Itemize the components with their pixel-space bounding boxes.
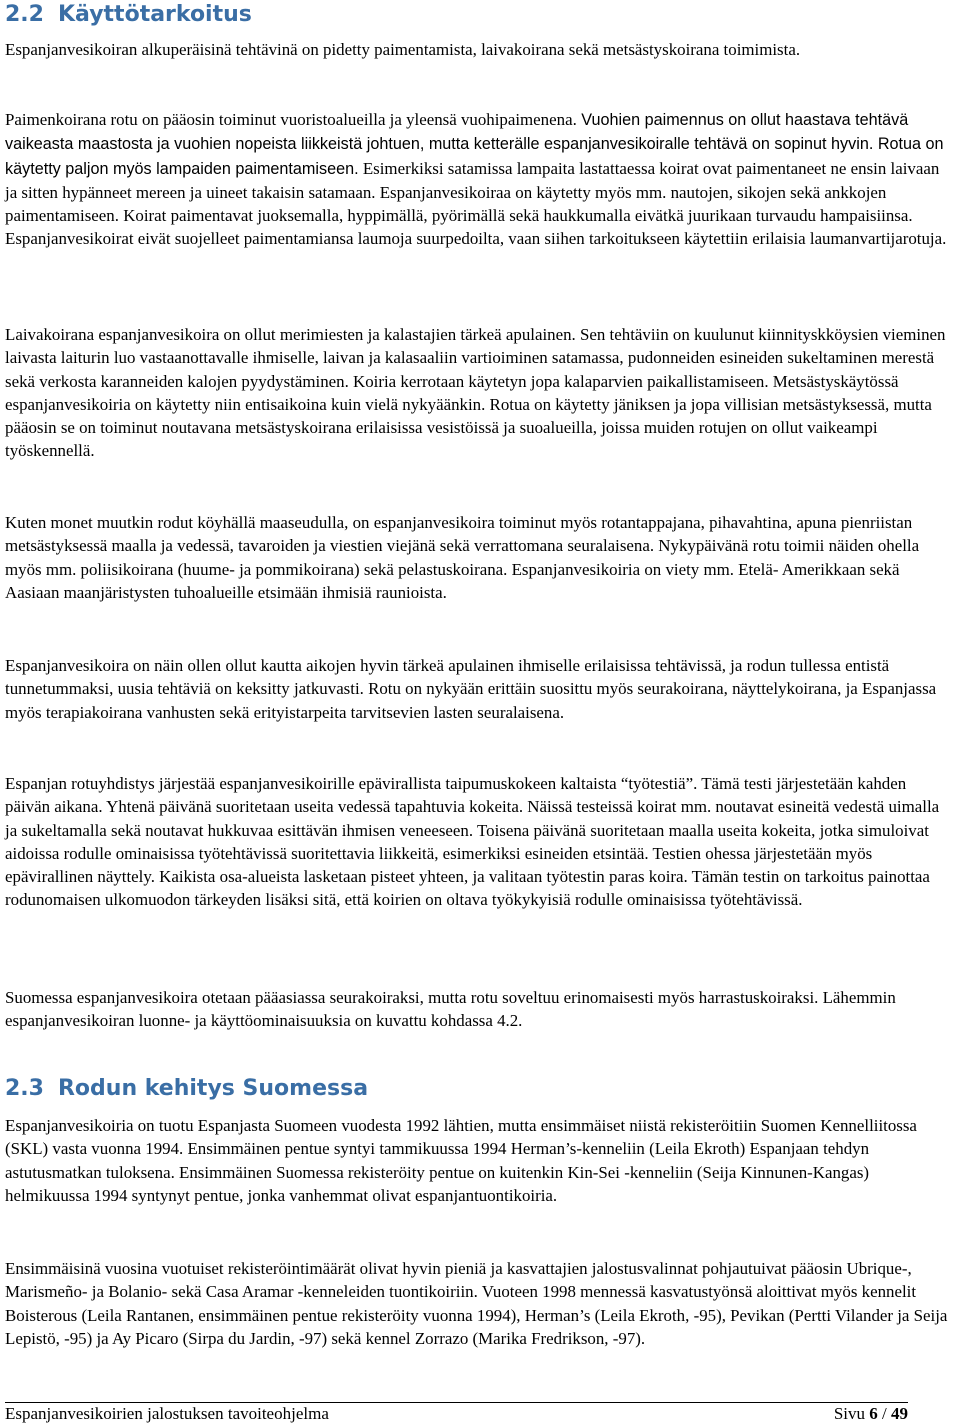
- paragraph-text: Paimenkoirana rotu on pääosin toiminut vuoristoalueilla ja yleensä vuohipaimenena.: [5, 110, 577, 129]
- section-title: Rodun kehitys Suomessa: [57, 1076, 369, 1101]
- current-page: 6: [869, 1404, 878, 1423]
- paragraph-text: Vuohien paimennus on ollut haastava tehtävä vaikeasta maastosta ja vuohien nopeista liikkeistä johtuen, mutta ketterälle espanjanvesikoiralle tehtävä on sopinut hyvin. Rotua on käytetty paljon myös lampaiden paimentamiseen.: [5, 111, 944, 178]
- paragraph: Espanjanvesikoiria on tuotu Espanjasta Suomeen vuodesta 1992 lähtien, mutta ensimmäiset niistä rekisteröitiin Suomen Kennelliitossa (SKL) vasta vuonna 1994. Ensimmäinen pentue syntyi tammikuussa 1994 Herman’s-kenneliin (Leila Ekroth) Espanjaan tehdyn astutusmatkan tuloksena. Ensimmäinen Suomessa rekisteröity pentue on kuitenkin Kin-Sei -kenneliin (Seija Kinnunen-Kangas) helmikuussa 1994 syntynyt pentue, jonka vanhemmat olivat espanjantuontikoiria.: [5, 1116, 917, 1205]
- paragraph: Espanjanvesikoiran alkuperäisinä tehtävinä on pidetty paimentamista, laivakoirana sekä metsästyskoirana toimimista.: [5, 40, 801, 59]
- section-heading-2-2: [5, 1, 252, 29]
- total-pages: 49: [891, 1404, 908, 1423]
- section-number: 2.2: [5, 2, 44, 27]
- paragraph: Laivakoirana espanjanvesikoira on ollut merimiesten ja kalastajien tärkeä apulainen. Sen tehtäviin on kuulunut kiinnityskköysien vieminen laivasta laiturin luo vastaanottavalle ihmiselle, laivan ja kalasaaliin vartioiminen satamassa, pudonneiden esineiden sukeltaminen merestä sekä verkosta karanneiden kalojen pyydystäminen. Koiria kerrotaan käytetyn jopa kalaparvien paikallistamiseen. Metsästyskäytössä espanjanvesikoiria on käytetty niin entisaikoina kuin vielä nykyäänkin. Rotua on käytetty jäniksen ja jopa villisian metsästyksessä, mutta pääosin se on toiminut noutavana metsästyskoirana erilaisissa vesistöissä ja suoalueilla, joissa muiden rotujen on ollut vaikeampi työskennellä.: [5, 325, 946, 461]
- section-title: Käyttötarkoitus: [57, 2, 252, 27]
- page-separator: /: [882, 1404, 887, 1423]
- paragraph: Espanjan rotuyhdistys järjestää espanjanvesikoirille epävirallista taipumuskokeen kaltaista “työtestiä”. Tämä testi järjestetään kahden päivän aikana. Yhtenä päivänä suoritetaan useita vedessä tapahtuvia kokeita. Näissä testeissä koirat mm. noutavat esineitä vedestä uimalla ja sukeltamalla sekä noutavat hukkuvaa esittävän ihmisen veneeseen. Toisena päivänä suoritetaan maalla useita kokeita, jotka simuloivat aidoissa rodulle ominaisissa työtehtävissä suoritettavia liikkeitä, esimerkiksi esineiden etsintää. Testien ohessa järjestetään myös epävirallinen näyttely. Kaikista osa-alueista lasketaan pisteet yhteen, ja valitaan työtestin paras koira. Tämän testin on tarkoitus painottaa rodunomaisen ulkomuodon tärkeyden lisäksi sitä, että koirien on oltava työkykyisiä rodulle ominaisissa työtehtävissä.: [5, 774, 940, 910]
- paragraph: Espanjanvesikoira on näin ollen ollut kautta aikojen hyvin tärkeä apulainen ihmiselle erilaisissa tehtävissä, ja rodun tullessa entistä tunnetummaksi, uusia tehtäviä on keksitty jatkuvasti. Rotu on nykyään erittäin suosittu myös seurakoirana, näyttelykoirana, ja Espanjassa myös terapiakoirana vanhusten sekä erityistarpeita tarvitsevien lasten seuralaisena.: [5, 656, 937, 722]
- page-footer: [5, 1402, 908, 1425]
- paragraph: [5, 108, 951, 251]
- paragraph: Suomessa espanjanvesikoira otetaan pääasiassa seurakoiraksi, mutta rotu soveltuu erinomaisesti myös harrastuskoiraksi. Lähemmin espanjanvesikoiran luonne- ja käyttöominaisuuksia on kuvattu kohdassa 4.2.: [5, 988, 896, 1031]
- section-heading-2-3: [5, 1075, 368, 1103]
- section-number: 2.3: [5, 1076, 44, 1101]
- footer-page-number: [834, 1403, 908, 1425]
- paragraph: Ensimmäisinä vuosina vuotuiset rekisteröintimäärät olivat hyvin pieniä ja kasvattajien jalostusvalinnat pohjautuivat pääosin Ubrique-, Marismeño- ja Bolanio- sekä Casa Aramar -kenneleiden tuontikoiriin. Vuoteen 1998 mennessä kasvatustyönsä aloittivat myös kennelit Boisterous (Leila Rantanen, ensimmäinen pentue rekisteröity vuonna 1994), Herman’s (Leila Ekroth, -95), Pevikan (Pertti Vilander ja Seija Lepistö, -95) ja Ay Picaro (Sirpa du Jardin, -97) sekä kennel Zorrazo (Marika Fredrikson, -97).: [5, 1259, 948, 1348]
- footer-document-title: Espanjanvesikoirien jalostuksen tavoiteohjelma: [5, 1404, 329, 1423]
- paragraph: Kuten monet muutkin rodut köyhällä maaseudulla, on espanjanvesikoira toiminut myös rotantappajana, pihavahtina, apuna pienriistan metsästyksessä maalla ja vedessä, tavaroiden ja viestien viejänä sekä verrattomana seuralaisena. Nykypäivänä rotu toimii näiden ohella myös mm. poliisikoirana (huume- ja pommikoirana) sekä pelastuskoirana. Espanjanvesikoiria on viety mm. Etelä- Amerikkaan sekä Aasiaan maanjäristysten tuhoalueille etsimään ihmisiä raunioista.: [5, 513, 920, 602]
- page-label: Sivu: [833, 1404, 866, 1423]
- paragraph-text: Esimerkiksi satamissa lampaita lastattaessa koirat ovat paimentaneet ne ensin laivaan ja sitten hypänneet mereen ja uineet takaisin satamaan. Espanjanvesikoiraa on käytetty myös mm. nautojen, sikojen sekä ankkojen paimentamiseen. Koirat paimentavat juoksemalla, hyppimällä, pyörimällä sekä haukkumalla eivätkä juurikaan turvaudu hampaisiinsa. Espanjanvesikoirat eivät suojelleet paimentamiansa laumoja suurpedoilta, vaan siihen tarkoitukseen käytettiin erilaisia laumanvartijarotuja.: [5, 158, 947, 249]
